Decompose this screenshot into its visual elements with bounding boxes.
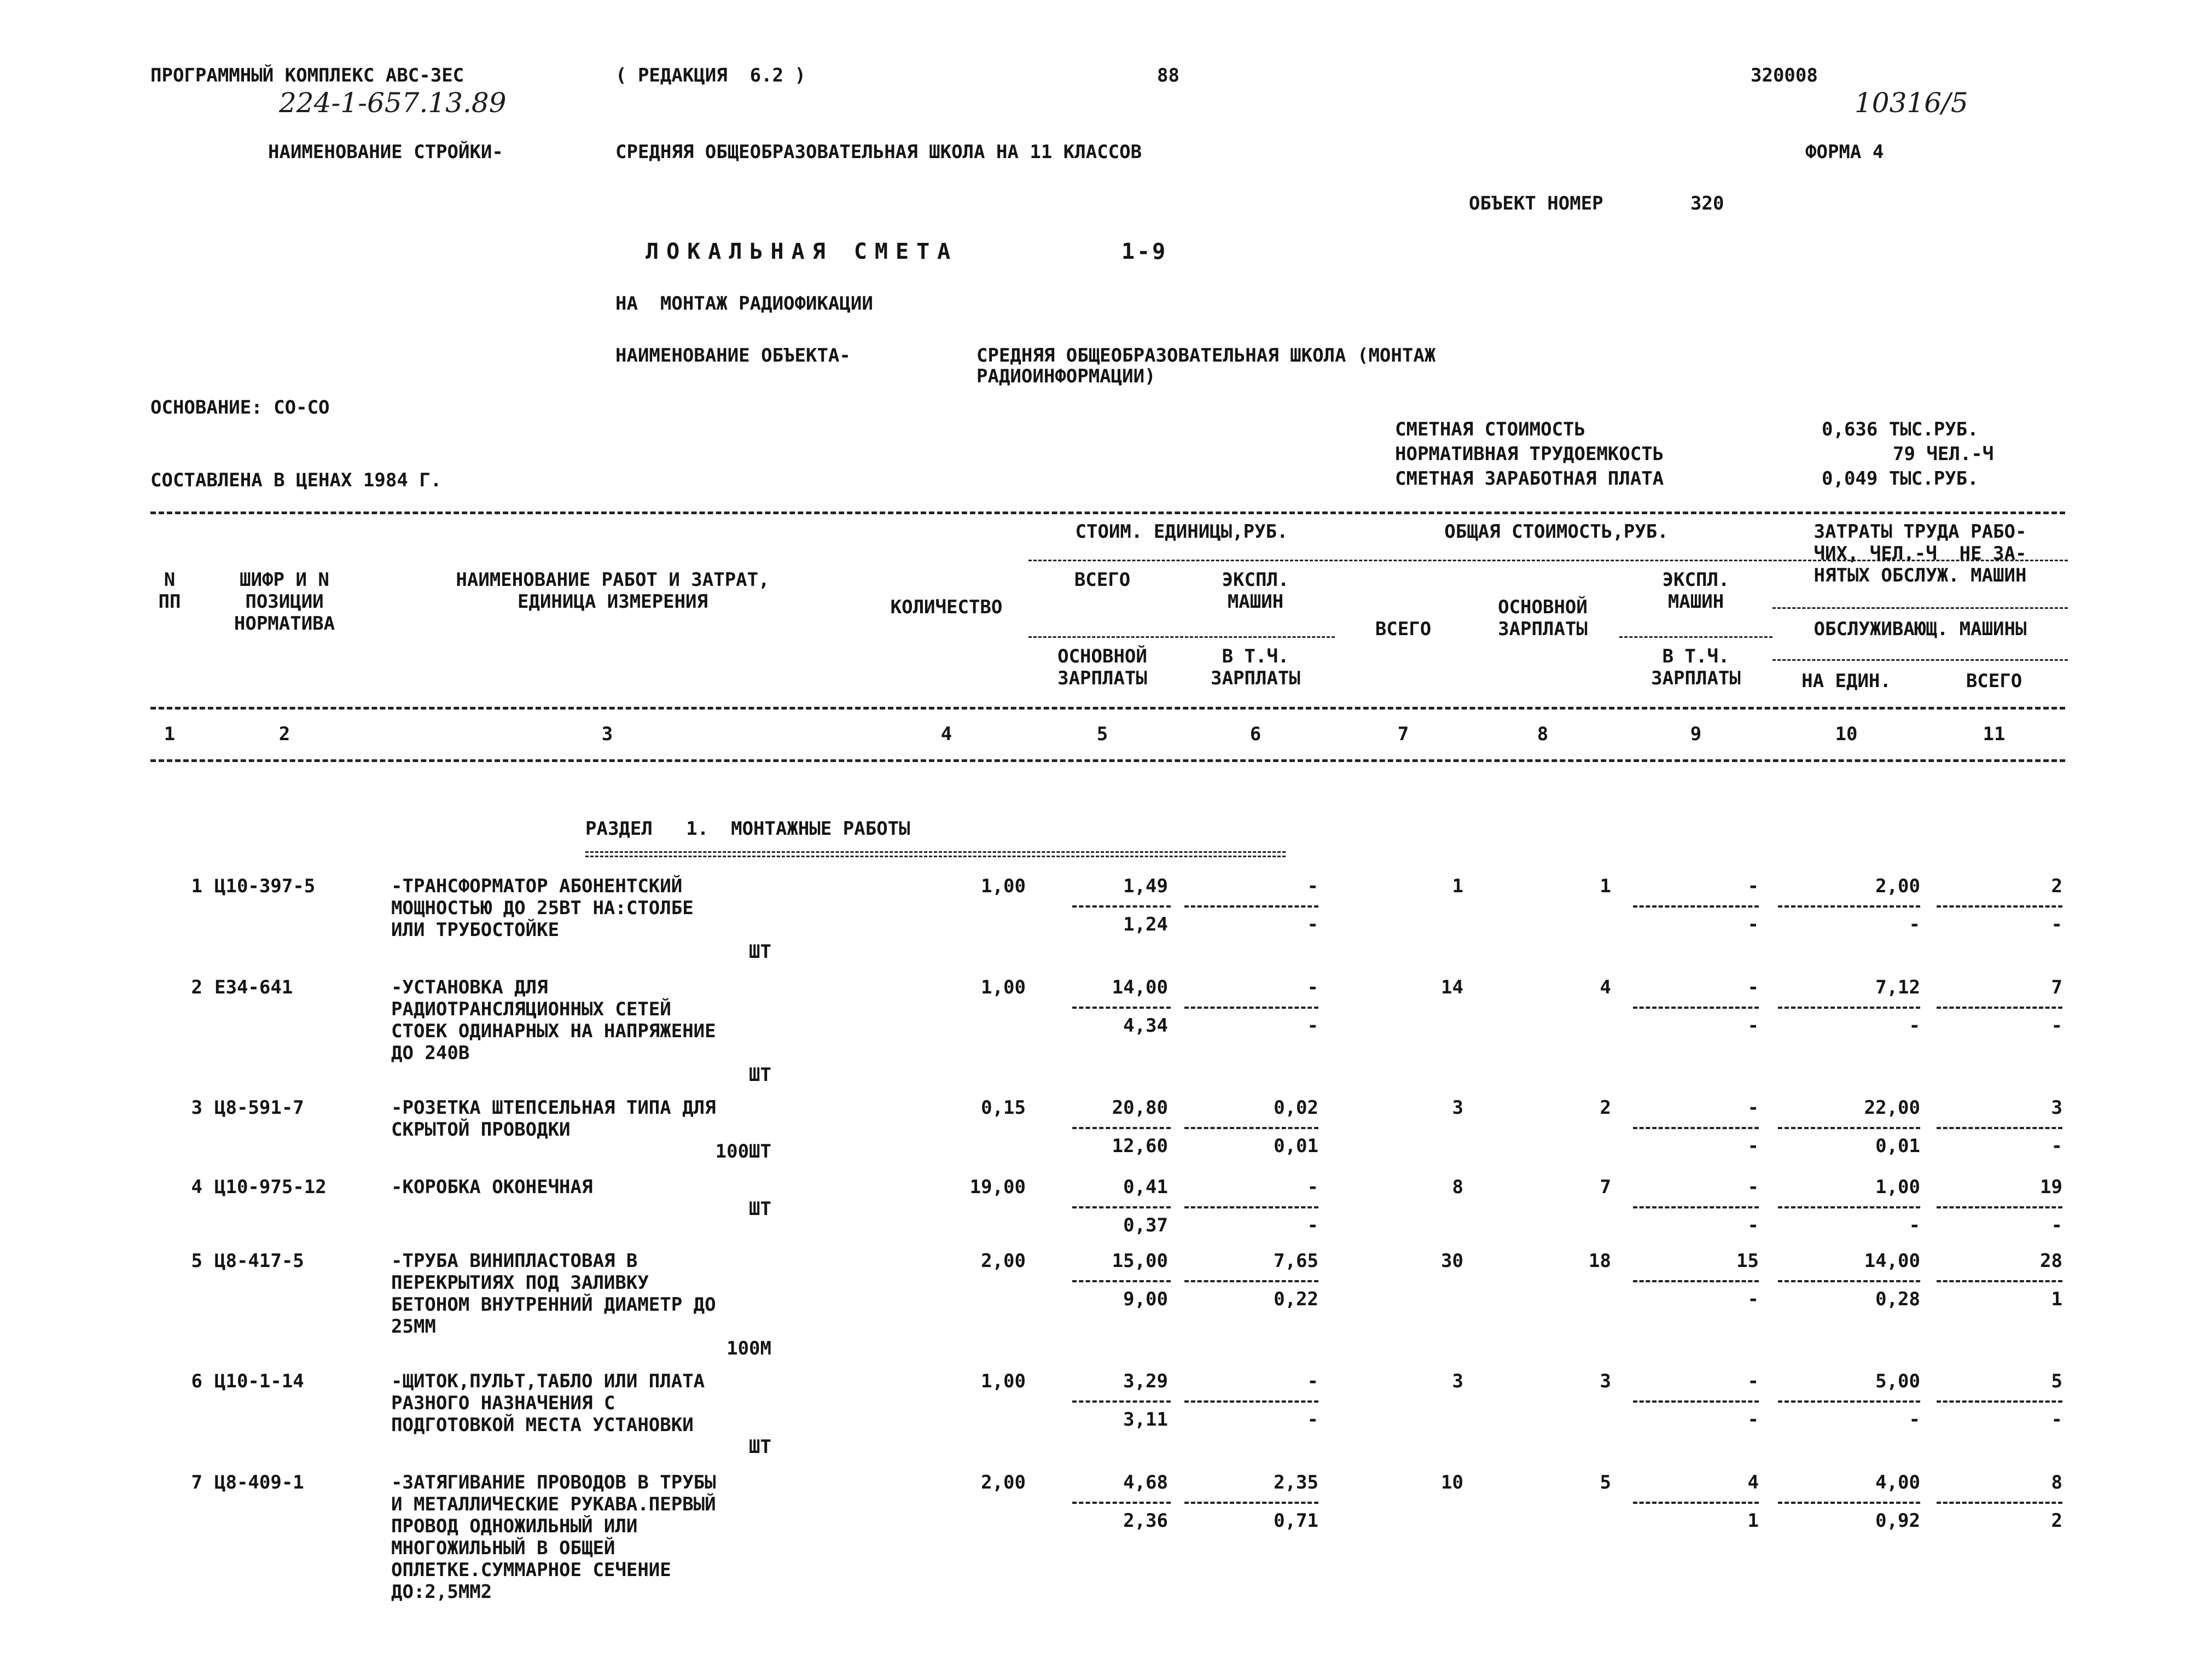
table-top-rule <box>150 511 2065 514</box>
row-total-machine-wages: - <box>1747 1015 1759 1037</box>
row-total-wages: 1 <box>1600 875 1611 897</box>
col-header-code: ШИФР И N ПОЗИЦИИ НОРМАТИВА <box>234 569 335 635</box>
column-number: 7 <box>1397 723 1409 745</box>
summary-value-labor: 79 ЧЕЛ.-Ч <box>1893 443 1994 465</box>
handwritten-archive-number: 10316/5 <box>1855 87 1968 119</box>
row-total-wages: 7 <box>1600 1176 1611 1198</box>
row-total-wages: 5 <box>1600 1472 1611 1493</box>
row-labor-machines-total: 2 <box>2051 1510 2062 1532</box>
row-code: Ц8-409-1 <box>214 1472 304 1493</box>
document-title-number: 1-9 <box>1121 239 1168 264</box>
row-description: -ЩИТОК,ПУЛЬТ,ТАБЛО ИЛИ ПЛАТА РАЗНОГО НАЗНАЧЕНИЯ С ПОДГОТОВКОЙ МЕСТА УСТАНОВКИ <box>391 1370 705 1436</box>
row-labor-machines-per-unit: - <box>1909 1214 1920 1236</box>
column-number: 10 <box>1835 723 1858 745</box>
summary-value-wages: 0,049 ТЫС.РУБ. <box>1822 468 1979 490</box>
row-number: 3 <box>191 1097 202 1119</box>
row-labor-per-unit: 2,00 <box>1875 875 1920 897</box>
row-labor-machines-total: - <box>2051 1015 2062 1037</box>
row-labor-divider <box>1937 1280 2062 1282</box>
column-number: 1 <box>164 723 176 745</box>
column-number: 8 <box>1537 723 1549 745</box>
row-total-machine-wages: - <box>1747 1288 1759 1310</box>
row-code: Ц10-975-12 <box>214 1176 327 1198</box>
row-total-machines: - <box>1747 1370 1759 1392</box>
row-total-divider <box>1633 905 1759 908</box>
col-header-total-machine-wages: В Т.Ч. ЗАРПЛАТЫ <box>1651 646 1741 689</box>
row-labor-divider <box>1937 1007 2062 1009</box>
row-labor-divider <box>1937 1127 2062 1129</box>
row-unit-machines: 0,02 <box>1274 1097 1318 1119</box>
row-unit-divider <box>1184 1280 1318 1282</box>
column-number-rule <box>150 759 2065 762</box>
header-inner-rule <box>1028 560 2068 561</box>
section-underline-2 <box>585 856 1286 857</box>
row-total-machines: - <box>1747 1097 1759 1119</box>
row-unit-divider <box>1072 1502 1171 1504</box>
row-description: -ТРУБА ВИНИПЛАСТОВАЯ В ПЕРЕКРЫТИЯХ ПОД ЗАЛИВКУ БЕТОНОМ ВНУТРЕННИЙ ДИАМЕТР ДО 25ММ <box>391 1250 716 1338</box>
row-unit-divider <box>1184 905 1318 908</box>
column-number: 11 <box>1983 723 2006 745</box>
row-total: 14 <box>1441 976 1463 998</box>
row-total-divider <box>1633 1007 1759 1009</box>
row-labor-per-unit: 22,00 <box>1864 1097 1920 1119</box>
col-header-name: НАИМЕНОВАНИЕ РАБОТ И ЗАТРАТ, ЕДИНИЦА ИЗМЕРЕНИЯ <box>456 569 770 613</box>
row-labor-divider <box>1778 905 1920 908</box>
row-quantity: 2,00 <box>981 1472 1026 1493</box>
row-unit-machines: - <box>1307 1176 1318 1198</box>
row-total-machines: 15 <box>1736 1250 1759 1272</box>
page-number: 88 <box>1157 65 1179 86</box>
row-total-machines: - <box>1747 875 1759 897</box>
row-unit-divider <box>1184 1007 1318 1009</box>
row-number: 4 <box>191 1176 202 1198</box>
row-total-wages: 4 <box>1600 976 1611 998</box>
row-unit-machines: - <box>1307 1370 1318 1392</box>
row-number: 5 <box>191 1250 202 1272</box>
row-labor-divider <box>1937 1502 2062 1504</box>
row-unit-divider <box>1184 1206 1318 1208</box>
row-unit: ШТ <box>749 1064 771 1086</box>
row-unit-wages: 12,60 <box>1112 1135 1168 1157</box>
row-total-machine-wages: 1 <box>1747 1510 1759 1532</box>
row-description: -ЗАТЯГИВАНИЕ ПРОВОДОВ В ТРУБЫ И МЕТАЛЛИЧЕСКИЕ РУКАВА.ПЕРВЫЙ ПРОВОД ОДНОЖИЛЬНЫЙ ИЛИ МНОГОЖИЛЬНЫЙ В ОБЩЕЙ ОПЛЕТКЕ.СУММАРНОЕ СЕЧЕНИЕ ДО:2,5ММ2 <box>391 1472 716 1603</box>
row-unit-machine-wages: - <box>1307 1409 1318 1431</box>
program-name: ПРОГРАММНЫЙ КОМПЛЕКС АВС-3ЕС <box>150 65 464 86</box>
row-unit-machine-wages: 0,22 <box>1274 1288 1318 1310</box>
row-labor-machines-per-unit: 0,01 <box>1875 1135 1920 1157</box>
row-total-divider <box>1633 1206 1759 1208</box>
row-total: 30 <box>1441 1250 1463 1272</box>
col-header-labor-total: ВСЕГО <box>1966 670 2022 692</box>
row-labor-machines-total: - <box>2051 1409 2062 1431</box>
row-labor-divider <box>1778 1206 1920 1208</box>
row-labor-divider <box>1778 1400 1920 1403</box>
row-total: 8 <box>1452 1176 1463 1198</box>
row-labor-per-unit: 14,00 <box>1864 1250 1920 1272</box>
row-labor-total: 3 <box>2051 1097 2062 1119</box>
row-labor-machines-per-unit: 0,92 <box>1875 1510 1920 1532</box>
row-number: 1 <box>191 875 202 897</box>
basis: ОСНОВАНИЕ: СО-СО <box>150 397 330 418</box>
column-number: 4 <box>940 723 952 745</box>
col-header-unit-total: ВСЕГО <box>1074 569 1131 591</box>
row-unit-wages: 9,00 <box>1123 1288 1168 1310</box>
row-unit-total: 3,29 <box>1123 1370 1168 1392</box>
row-code: Ц10-1-14 <box>214 1370 304 1392</box>
row-total-machines: - <box>1747 1176 1759 1198</box>
row-total-divider <box>1633 1502 1759 1504</box>
construction-label: НАИМЕНОВАНИЕ СТРОЙКИ- <box>268 141 503 163</box>
row-number: 7 <box>191 1472 202 1493</box>
row-labor-machines-per-unit: 0,28 <box>1875 1288 1920 1310</box>
row-unit-wages: 2,36 <box>1123 1510 1168 1532</box>
row-description: -ТРАНСФОРМАТОР АБОНЕНТСКИЙ МОЩНОСТЬЮ ДО 25ВТ НА:СТОЛБЕ ИЛИ ТРУБОСТОЙКЕ <box>391 875 694 941</box>
row-quantity: 2,00 <box>981 1250 1026 1272</box>
column-number: 6 <box>1249 723 1262 745</box>
row-unit-total: 15,00 <box>1112 1250 1168 1272</box>
row-labor-machines-total: - <box>2051 1135 2062 1157</box>
row-labor-machines-per-unit: - <box>1909 1409 1920 1431</box>
row-total: 10 <box>1441 1472 1463 1493</box>
row-description: -РОЗЕТКА ШТЕПСЕЛЬНАЯ ТИПА ДЛЯ СКРЫТОЙ ПРОВОДКИ <box>391 1097 716 1141</box>
col-header-total-machines: ЭКСПЛ. МАШИН <box>1662 569 1730 613</box>
row-labor-machines-per-unit: - <box>1909 1015 1920 1037</box>
row-unit: ШТ <box>749 1198 771 1220</box>
row-quantity: 1,00 <box>981 976 1026 998</box>
row-unit-wages: 1,24 <box>1123 914 1168 935</box>
header-inner-rule-2 <box>1028 636 1335 638</box>
row-unit-divider <box>1072 1127 1171 1129</box>
object-name-line-1: СРЕДНЯЯ ОБЩЕОБРАЗОВАТЕЛЬНАЯ ШКОЛА (МОНТАЖ <box>977 345 1436 367</box>
document-subtitle: НА МОНТАЖ РАДИОФИКАЦИИ <box>615 293 873 315</box>
col-header-labor-group: ЗАТРАТЫ ТРУДА РАБО- ЧИХ, ЧЕЛ.-Ч НЕ ЗА- НЯТЫХ ОБСЛУЖ. МАШИН <box>1814 521 2027 586</box>
row-unit-machines: - <box>1307 976 1318 998</box>
row-quantity: 19,00 <box>969 1176 1026 1198</box>
row-unit: ШТ <box>749 1436 771 1458</box>
summary-label-labor: НОРМАТИВНАЯ ТРУДОЕМКОСТЬ <box>1395 443 1664 465</box>
section-underline <box>585 851 1286 853</box>
construction-name: СРЕДНЯЯ ОБЩЕОБРАЗОВАТЕЛЬНАЯ ШКОЛА НА 11 КЛАССОВ <box>615 141 1142 163</box>
row-unit-total: 4,68 <box>1123 1472 1168 1493</box>
row-unit-divider <box>1184 1502 1318 1504</box>
row-unit-machines: 7,65 <box>1274 1250 1318 1272</box>
row-unit-wages: 4,34 <box>1123 1015 1168 1037</box>
col-header-unit-wages: ОСНОВНОЙ ЗАРПЛАТЫ <box>1057 646 1147 689</box>
row-total-divider <box>1633 1280 1759 1282</box>
row-total-wages: 2 <box>1600 1097 1611 1119</box>
row-unit-divider <box>1072 1206 1171 1208</box>
row-labor-divider <box>1937 1206 2062 1208</box>
col-header-quantity: КОЛИЧЕСТВО <box>890 596 1003 618</box>
row-unit: ШТ <box>749 941 771 963</box>
row-total-divider <box>1633 1400 1759 1403</box>
row-labor-machines-per-unit: - <box>1909 914 1920 935</box>
row-number: 6 <box>191 1370 202 1392</box>
row-description: -УСТАНОВКА ДЛЯ РАДИОТРАНСЛЯЦИОННЫХ СЕТЕЙ СТОЕК ОДИНАРНЫХ НА НАПРЯЖЕНИЕ ДО 240В <box>391 976 716 1064</box>
column-number: 3 <box>601 723 613 745</box>
row-total-machine-wages: - <box>1747 1214 1759 1236</box>
header-bottom-rule <box>150 707 2065 710</box>
row-labor-per-unit: 4,00 <box>1875 1472 1920 1493</box>
section-title: РАЗДЕЛ 1. МОНТАЖНЫЕ РАБОТЫ <box>585 818 910 840</box>
row-unit-divider <box>1072 1400 1171 1403</box>
row-total-wages: 3 <box>1600 1370 1611 1392</box>
row-unit-wages: 3,11 <box>1123 1409 1168 1431</box>
header-inner-rule-3 <box>1619 636 1772 638</box>
row-unit-divider <box>1072 1007 1171 1009</box>
document-title: ЛОКАЛЬНАЯ СМЕТА <box>646 239 958 264</box>
row-labor-divider <box>1937 1400 2062 1403</box>
row-labor-total: 7 <box>2051 976 2062 998</box>
column-number: 9 <box>1690 723 1702 745</box>
col-header-labor-machines: ОБСЛУЖИВАЮЩ. МАШИНЫ <box>1814 618 2027 640</box>
column-number: 5 <box>1096 723 1108 745</box>
summary-label-cost: СМЕТНАЯ СТОИМОСТЬ <box>1395 418 1585 440</box>
row-labor-per-unit: 7,12 <box>1875 976 1920 998</box>
row-unit-total: 20,80 <box>1112 1097 1168 1119</box>
col-header-total-wages: ОСНОВНОЙ ЗАРПЛАТЫ <box>1498 596 1588 640</box>
row-labor-divider <box>1937 905 2062 908</box>
summary-value-cost: 0,636 ТЫС.РУБ. <box>1822 418 1979 440</box>
row-total-wages: 18 <box>1589 1250 1611 1272</box>
row-labor-machines-total: - <box>2051 914 2062 935</box>
row-labor-machines-total: - <box>2051 1214 2062 1236</box>
row-unit-wages: 0,37 <box>1123 1214 1168 1236</box>
col-header-labor-per-unit: НА ЕДИН. <box>1801 670 1891 692</box>
row-total-machine-wages: - <box>1747 1409 1759 1431</box>
row-unit-machines: - <box>1307 875 1318 897</box>
row-code: Ц10-397-5 <box>214 875 316 897</box>
row-labor-divider <box>1778 1007 1920 1009</box>
row-code: Е34-641 <box>214 976 293 998</box>
row-labor-divider <box>1778 1502 1920 1504</box>
row-total: 3 <box>1452 1370 1463 1392</box>
row-unit-machine-wages: 0,71 <box>1274 1510 1318 1532</box>
row-unit-total: 0,41 <box>1123 1176 1168 1198</box>
col-header-total: ВСЕГО <box>1375 618 1432 640</box>
row-labor-per-unit: 5,00 <box>1875 1370 1920 1392</box>
col-header-unit-machines: ЭКСПЛ. МАШИН <box>1222 569 1289 613</box>
row-unit-divider <box>1072 905 1171 908</box>
row-labor-per-unit: 1,00 <box>1875 1176 1920 1198</box>
row-unit-machine-wages: - <box>1307 914 1318 935</box>
row-labor-total: 28 <box>2040 1250 2062 1272</box>
object-number: 320 <box>1690 193 1724 214</box>
row-quantity: 1,00 <box>981 875 1026 897</box>
row-unit-total: 14,00 <box>1112 976 1168 998</box>
row-total-machines: 4 <box>1747 1472 1759 1493</box>
row-total-machine-wages: - <box>1747 914 1759 935</box>
row-unit-machine-wages: 0,01 <box>1274 1135 1318 1157</box>
column-number: 2 <box>278 723 290 745</box>
row-total: 3 <box>1452 1097 1463 1119</box>
col-header-total-cost-group: ОБЩАЯ СТОИМОСТЬ,РУБ. <box>1444 521 1669 543</box>
price-basis: СОСТАВЛЕНА В ЦЕНАХ 1984 Г. <box>150 469 442 491</box>
summary-label-wages: СМЕТНАЯ ЗАРАБОТНАЯ ПЛАТА <box>1395 468 1664 490</box>
row-labor-divider <box>1778 1280 1920 1282</box>
handwritten-project-number: 224-1-657.13.89 <box>279 87 507 119</box>
row-labor-total: 8 <box>2051 1472 2062 1493</box>
row-unit-divider <box>1184 1400 1318 1403</box>
row-unit-machine-wages: - <box>1307 1015 1318 1037</box>
object-name-line-2: РАДИОИНФОРМАЦИИ) <box>977 365 1156 387</box>
row-unit: 100М <box>726 1338 771 1359</box>
row-labor-machines-total: 1 <box>2051 1288 2062 1310</box>
row-labor-total: 19 <box>2040 1176 2062 1198</box>
row-quantity: 1,00 <box>981 1370 1026 1392</box>
row-description: -КОРОБКА ОКОНЕЧНАЯ <box>391 1176 593 1198</box>
row-total-machine-wages: - <box>1747 1135 1759 1157</box>
col-header-number: N ПП <box>158 569 181 613</box>
header-inner-rule-4 <box>1772 607 2068 609</box>
row-unit-total: 1,49 <box>1123 875 1168 897</box>
row-labor-divider <box>1778 1127 1920 1129</box>
col-header-unit-cost-group: СТОИМ. ЕДИНИЦЫ,РУБ. <box>1075 521 1288 543</box>
row-number: 2 <box>191 976 202 998</box>
row-code: Ц8-591-7 <box>214 1097 304 1119</box>
edition: ( РЕДАКЦИЯ 6.2 ) <box>615 65 806 86</box>
col-header-unit-machine-wages: В Т.Ч. ЗАРПЛАТЫ <box>1211 646 1300 689</box>
row-labor-total: 2 <box>2051 875 2062 897</box>
row-total-machines: - <box>1747 976 1759 998</box>
row-total: 1 <box>1452 875 1463 897</box>
form-label: ФОРМА 4 <box>1805 141 1884 163</box>
object-name-label: НАИМЕНОВАНИЕ ОБЪЕКТА- <box>615 345 851 367</box>
row-quantity: 0,15 <box>981 1097 1026 1119</box>
row-unit: 100ШТ <box>715 1141 771 1162</box>
row-code: Ц8-417-5 <box>214 1250 304 1272</box>
document-code: 320008 <box>1751 65 1818 86</box>
row-labor-total: 5 <box>2051 1370 2062 1392</box>
row-unit-machine-wages: - <box>1307 1214 1318 1236</box>
object-number-label: ОБЪЕКТ НОМЕР <box>1469 193 1603 214</box>
row-unit-divider <box>1184 1127 1318 1129</box>
row-unit-machines: 2,35 <box>1274 1472 1318 1493</box>
row-total-divider <box>1633 1127 1759 1129</box>
row-unit-divider <box>1072 1280 1171 1282</box>
header-inner-rule-5 <box>1772 659 2068 661</box>
